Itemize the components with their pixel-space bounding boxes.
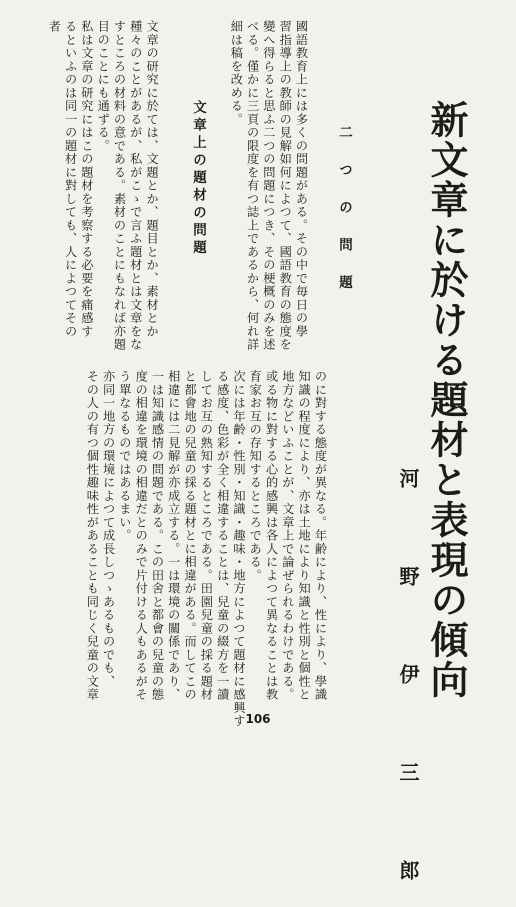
section-heading-two-problems: 二 つ の 問 題 bbox=[336, 125, 352, 293]
page-number: 106 bbox=[245, 712, 271, 726]
body-column-left: 文章の研究に於ては、文題とか、題目とか、素材とか 種々のことがあるが、私がこゝで言ふ題材とは文章をな すところの材料の意である。素材のことにもなれば亦題 目のことにも通ずる。 私は文章の研究にはこの題材を考察する必要を痛感す るといふのは同一の題材に對しても、人によつてその 者 bbox=[47, 20, 160, 352]
intro-paragraph: 國語教育上には多くの問題がある。その中で毎日の學 習指導上の教師の見解如何によつて、國語教育の態度を 變へ得らると思ふ二つの問題につき、その梗概のみを述 べる。僅かに三頁の限度を有つ誌上であるから、何れ詳 細は稿を改める。 bbox=[229, 20, 309, 352]
article-title: 新文章に於ける題材と表現の傾向 bbox=[424, 100, 469, 700]
body-column-right: のに對する態度が異なる。年齢により、性により、學識 知識の程度により、亦は土地により知識と性別と個性と 地方などいふことが、文章上で論ぜられるわけである。 或る物に對する心的感興は各人によつて異なることは教 育家お互の存知するところである。 次には年齢・性別・知識・趣味・地方によつて題材に感興す る感度、色彩が全く相違することは、兒童の綴方を一讀 してお互の熟知するところである。田園兒童の採る題材 と都會地の兒童の採る題材とに相違がある。而してこの 相違には二見解が亦成立する。一は環境の關係であり、 一は知識感情の問題である。この田舍と都會の兒童の態 度の相違を環境の相違だとのみで片付ける人もあるがそ う單なるものではあるまい。 亦同一地方の環境によつて成長しつゝあるものでも、 その人の有つ個性趣味性があることも同じく兒童の文章 bbox=[85, 370, 328, 728]
section-heading-subject-matter: 文章上の題材の問題 bbox=[190, 100, 206, 258]
article-author: 河 野 伊 三 郎 bbox=[396, 468, 420, 907]
